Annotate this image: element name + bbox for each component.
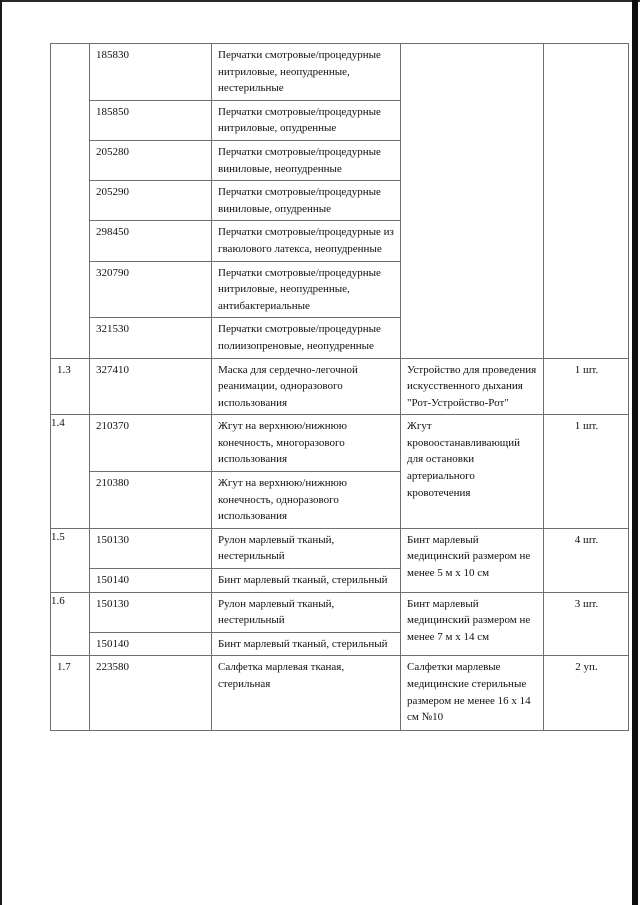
row-name-cell: Перчатки смотровые/процедурные из гваюлового латекса, неопудренные [212, 221, 401, 261]
row-code-cell: 150130 [90, 528, 212, 568]
row-quantity-cell: 1 шт. [544, 415, 629, 529]
row-name-cell: Перчатки смотровые/процедурные нитриловые, неопудренные, антибактериальные [212, 261, 401, 318]
table-row [51, 415, 629, 472]
row-name-cell: Перчатки смотровые/процедурные полиизопреновые, неопудренные [212, 318, 401, 358]
row-index-cell: 1.6 [51, 592, 90, 656]
row-code-cell: 150140 [90, 632, 212, 656]
row-description-cell: Салфетки марлевые медицинские стерильные размером не менее 16 х 14 см №10 [401, 656, 544, 731]
row-name-cell: Маска для сердечно-легочной реанимации, одноразового использования [212, 358, 401, 415]
row-name-cell: Перчатки смотровые/процедурные виниловые, неопудренные [212, 140, 401, 180]
row-index-cell [51, 44, 90, 359]
table-row [51, 358, 629, 415]
table-body [51, 44, 629, 731]
row-name-cell: Жгут на верхнюю/нижнюю конечность, многоразового использования [212, 415, 401, 472]
row-code-cell: 298450 [90, 221, 212, 261]
row-index-cell: 1.3 [51, 358, 90, 415]
table-row [51, 656, 629, 731]
row-name-cell: Жгут на верхнюю/нижнюю конечность, одноразового использования [212, 472, 401, 529]
row-quantity-cell: 3 шт. [544, 592, 629, 656]
row-code-cell: 185830 [90, 44, 212, 101]
row-code-cell: 205280 [90, 140, 212, 180]
row-quantity-cell [544, 44, 629, 359]
row-description-cell [401, 44, 544, 359]
row-description-cell: Жгут кровоостанавливающий для остановки артериального кровотечения [401, 415, 544, 529]
row-name-cell: Перчатки смотровые/процедурные нитриловые, неопудренные, нестерильные [212, 44, 401, 101]
row-quantity-cell: 2 уп. [544, 656, 629, 731]
row-code-cell: 210380 [90, 472, 212, 529]
row-code-cell: 205290 [90, 181, 212, 221]
row-code-cell: 327410 [90, 358, 212, 415]
row-index-cell: 1.5 [51, 528, 90, 592]
row-description-cell: Устройство для проведения искусственного дыхания "Рот-Устройство-Рот" [401, 358, 544, 415]
row-code-cell: 320790 [90, 261, 212, 318]
row-quantity-cell: 4 шт. [544, 528, 629, 592]
row-description-cell: Бинт марлевый медицинский размером не менее 7 м х 14 см [401, 592, 544, 656]
row-quantity-cell: 1 шт. [544, 358, 629, 415]
table-row [51, 592, 629, 632]
row-index-cell: 1.4 [51, 415, 90, 529]
table-row [51, 528, 629, 568]
row-name-cell: Перчатки смотровые/процедурные виниловые, опудренные [212, 181, 401, 221]
row-code-cell: 223580 [90, 656, 212, 731]
row-index-cell: 1.7 [51, 656, 90, 731]
equipment-table [50, 43, 629, 731]
row-name-cell: Перчатки смотровые/процедурные нитриловые, опудренные [212, 100, 401, 140]
row-name-cell: Бинт марлевый тканый, стерильный [212, 632, 401, 656]
row-name-cell: Салфетка марлевая тканая, стерильная [212, 656, 401, 731]
scan-edge-right [632, 0, 638, 905]
row-name-cell: Бинт марлевый тканый, стерильный [212, 569, 401, 593]
row-code-cell: 150140 [90, 569, 212, 593]
row-code-cell: 210370 [90, 415, 212, 472]
table-row [51, 44, 629, 101]
scan-edge-top [0, 0, 640, 2]
row-code-cell: 185850 [90, 100, 212, 140]
row-code-cell: 321530 [90, 318, 212, 358]
scan-edge-left [0, 0, 2, 905]
row-code-cell: 150130 [90, 592, 212, 632]
row-name-cell: Рулон марлевый тканый, нестерильный [212, 592, 401, 632]
row-description-cell: Бинт марлевый медицинский размером не менее 5 м х 10 см [401, 528, 544, 592]
row-name-cell: Рулон марлевый тканый, нестерильный [212, 528, 401, 568]
